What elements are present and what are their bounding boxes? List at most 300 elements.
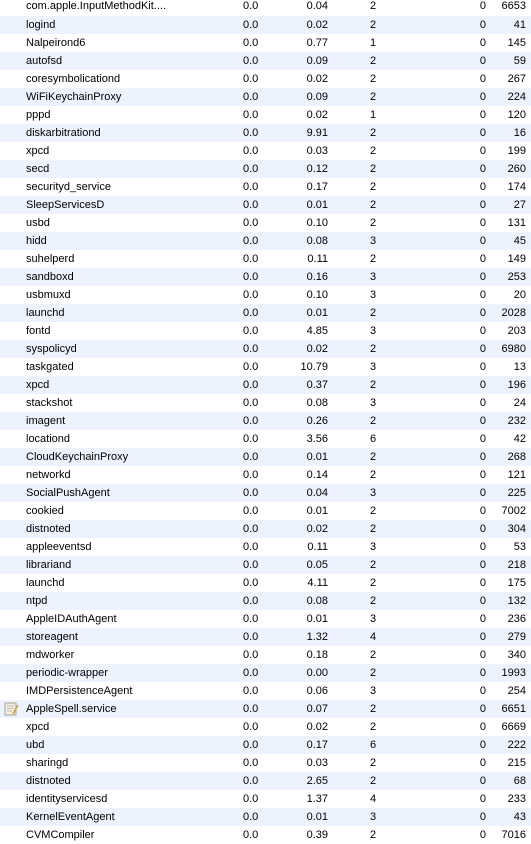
threads-count: 2	[369, 145, 377, 157]
process-icon-placeholder	[4, 412, 20, 430]
threads-count: 2	[369, 73, 377, 85]
cpu-time: 0.09	[306, 91, 328, 103]
process-name: launchd	[26, 307, 65, 319]
cpu-time: 0.01	[306, 613, 328, 625]
table-row[interactable]	[0, 646, 531, 664]
table-row[interactable]	[0, 16, 531, 34]
pid: 13	[513, 361, 526, 373]
idle-wake-ups: 0	[479, 0, 486, 12]
threads-count: 4	[369, 631, 377, 643]
idle-wake-ups: 0	[479, 667, 486, 679]
process-name: hidd	[26, 235, 47, 247]
cpu-percent: 0.0	[243, 595, 259, 607]
cpu-percent: 0.0	[243, 127, 259, 139]
idle-wake-ups: 0	[479, 721, 486, 733]
process-name: SocialPushAgent	[26, 487, 110, 499]
cpu-percent: 0.0	[243, 325, 259, 337]
pid: 6651	[501, 703, 526, 715]
process-icon-placeholder	[4, 790, 20, 808]
cpu-percent: 0.0	[243, 55, 259, 67]
table-row[interactable]	[0, 232, 531, 250]
table-row[interactable]	[0, 322, 531, 340]
process-name: xpcd	[26, 379, 50, 391]
pid: 340	[507, 649, 526, 661]
idle-wake-ups: 0	[479, 361, 486, 373]
cpu-time: 4.11	[307, 577, 328, 589]
process-name: KernelEventAgent	[26, 811, 115, 823]
cpu-percent: 0.0	[243, 793, 259, 805]
process-icon-placeholder	[4, 214, 20, 232]
cpu-time: 0.16	[306, 271, 328, 283]
process-name: fontd	[26, 325, 51, 337]
process-icon-placeholder	[4, 520, 20, 538]
table-row[interactable]	[0, 574, 531, 592]
pid: 6980	[501, 343, 526, 355]
idle-wake-ups: 0	[479, 793, 486, 805]
pid: 196	[507, 379, 526, 391]
process-icon-placeholder	[4, 466, 20, 484]
process-icon-placeholder	[4, 754, 20, 772]
process-icon-placeholder	[4, 430, 20, 448]
process-name: distnoted	[26, 523, 71, 535]
idle-wake-ups: 0	[479, 325, 486, 337]
threads-count: 2	[369, 253, 377, 265]
process-icon-placeholder	[4, 286, 20, 304]
pid: 120	[507, 109, 526, 121]
cpu-time: 1.32	[306, 631, 328, 643]
process-icon-placeholder	[4, 502, 20, 520]
idle-wake-ups: 0	[479, 811, 486, 823]
process-name: AppleIDAuthAgent	[26, 613, 117, 625]
threads-count: 3	[369, 613, 377, 625]
table-row[interactable]	[0, 142, 531, 160]
threads-count: 2	[369, 469, 377, 481]
threads-count: 2	[369, 217, 377, 229]
pid: 232	[507, 415, 526, 427]
table-row[interactable]	[0, 808, 531, 826]
pid: 59	[513, 55, 526, 67]
cpu-time: 0.01	[306, 307, 328, 319]
idle-wake-ups: 0	[479, 19, 486, 31]
table-row[interactable]	[0, 34, 531, 52]
table-row[interactable]	[0, 520, 531, 538]
applespell-app-icon	[4, 700, 20, 718]
table-row[interactable]	[0, 538, 531, 556]
cpu-time: 0.37	[306, 379, 328, 391]
cpu-percent: 0.0	[243, 487, 259, 499]
threads-count: 2	[369, 451, 377, 463]
process-name: appleeventsd	[26, 541, 92, 553]
idle-wake-ups: 0	[479, 91, 486, 103]
cpu-percent: 0.0	[243, 829, 259, 841]
cpu-time: 0.05	[306, 559, 328, 571]
table-row[interactable]	[0, 790, 531, 808]
table-row[interactable]	[0, 304, 531, 322]
process-icon-placeholder	[4, 826, 20, 844]
table-row[interactable]	[0, 124, 531, 142]
table-row[interactable]	[0, 214, 531, 232]
process-name: securityd_service	[26, 181, 111, 193]
pid: 27	[513, 199, 526, 211]
process-name: storeagent	[26, 631, 78, 643]
cpu-percent: 0.0	[243, 163, 259, 175]
cpu-percent: 0.0	[243, 415, 259, 427]
process-name: secd	[26, 163, 50, 175]
table-row[interactable]	[0, 250, 531, 268]
table-row[interactable]	[0, 700, 531, 718]
table-row[interactable]	[0, 88, 531, 106]
cpu-percent: 0.0	[243, 217, 259, 229]
pid: 236	[507, 613, 526, 625]
threads-count: 2	[369, 703, 377, 715]
process-icon-placeholder	[4, 394, 20, 412]
pid: 215	[507, 757, 526, 769]
idle-wake-ups: 0	[479, 433, 486, 445]
cpu-time: 0.07	[306, 703, 328, 715]
cpu-percent: 0.0	[243, 109, 259, 121]
process-name: autofsd	[26, 55, 63, 67]
table-row[interactable]	[0, 52, 531, 70]
threads-count: 3	[369, 361, 377, 373]
process-name: periodic-wrapper	[26, 667, 108, 679]
threads-count: 3	[369, 685, 377, 697]
table-row[interactable]	[0, 664, 531, 682]
cpu-time: 1.37	[306, 793, 328, 805]
table-row[interactable]	[0, 448, 531, 466]
pid: 2028	[501, 307, 526, 319]
table-row[interactable]	[0, 412, 531, 430]
process-icon-placeholder	[4, 34, 20, 52]
idle-wake-ups: 0	[479, 559, 486, 571]
pid: 6669	[501, 721, 526, 733]
idle-wake-ups: 0	[479, 253, 486, 265]
cpu-percent: 0.0	[243, 523, 259, 535]
table-row[interactable]	[0, 340, 531, 358]
cpu-time: 10.79	[300, 361, 328, 373]
table-row[interactable]	[0, 502, 531, 520]
cpu-time: 0.02	[306, 523, 328, 535]
table-row[interactable]	[0, 682, 531, 700]
threads-count: 2	[369, 649, 377, 661]
pid: 267	[507, 73, 526, 85]
process-icon-placeholder	[4, 160, 20, 178]
idle-wake-ups: 0	[479, 289, 486, 301]
idle-wake-ups: 0	[479, 181, 486, 193]
threads-count: 2	[369, 775, 377, 787]
process-icon-placeholder	[4, 484, 20, 502]
cpu-time: 0.00	[306, 667, 328, 679]
process-name: syspolicyd	[26, 343, 77, 355]
cpu-time: 0.11	[307, 253, 328, 265]
cpu-time: 0.02	[306, 721, 328, 733]
table-row[interactable]	[0, 394, 531, 412]
cpu-time: 0.14	[306, 469, 328, 481]
process-icon-placeholder	[4, 88, 20, 106]
process-name: CloudKeychainProxy	[26, 451, 129, 463]
table-row[interactable]	[0, 484, 531, 502]
cpu-percent: 0.0	[243, 289, 259, 301]
cpu-time: 0.26	[306, 415, 328, 427]
process-name: ubd	[26, 739, 45, 751]
cpu-percent: 0.0	[243, 181, 259, 193]
table-row[interactable]	[0, 754, 531, 772]
threads-count: 2	[369, 307, 377, 319]
process-name: WiFiKeychainProxy	[26, 91, 122, 103]
cpu-time: 0.03	[306, 757, 328, 769]
threads-count: 2	[369, 19, 377, 31]
cpu-percent: 0.0	[243, 613, 259, 625]
pid: 7016	[501, 829, 526, 841]
idle-wake-ups: 0	[479, 595, 486, 607]
threads-count: 3	[369, 271, 377, 283]
process-icon-placeholder	[4, 106, 20, 124]
process-icon-placeholder	[4, 322, 20, 340]
cpu-time: 0.12	[306, 163, 328, 175]
pid: 224	[507, 91, 526, 103]
idle-wake-ups: 0	[479, 73, 486, 85]
idle-wake-ups: 0	[479, 829, 486, 841]
process-name: ntpd	[26, 595, 48, 607]
pid: 174	[507, 181, 526, 193]
process-name: AppleSpell.service	[26, 703, 117, 715]
threads-count: 3	[369, 289, 377, 301]
cpu-time: 0.01	[306, 811, 328, 823]
cpu-time: 0.11	[307, 541, 328, 553]
cpu-percent: 0.0	[243, 631, 259, 643]
threads-count: 2	[369, 415, 377, 427]
pid: 6653	[501, 0, 526, 12]
idle-wake-ups: 0	[479, 685, 486, 697]
cpu-percent: 0.0	[243, 649, 259, 661]
process-name: cookied	[26, 505, 64, 517]
pid: 45	[513, 235, 526, 247]
process-icon-placeholder	[4, 268, 20, 286]
idle-wake-ups: 0	[479, 271, 486, 283]
cpu-percent: 0.0	[243, 199, 259, 211]
pid: 145	[507, 37, 526, 49]
cpu-time: 0.39	[306, 829, 328, 841]
table-row[interactable]	[0, 826, 531, 844]
pid: 279	[507, 631, 526, 643]
idle-wake-ups: 0	[479, 37, 486, 49]
cpu-percent: 0.0	[243, 775, 259, 787]
process-icon-placeholder	[4, 16, 20, 34]
cpu-time: 0.01	[306, 451, 328, 463]
threads-count: 2	[369, 595, 377, 607]
table-row[interactable]	[0, 610, 531, 628]
process-icon-placeholder	[4, 232, 20, 250]
pid: 199	[507, 145, 526, 157]
idle-wake-ups: 0	[479, 649, 486, 661]
process-icon-placeholder	[4, 556, 20, 574]
idle-wake-ups: 0	[479, 55, 486, 67]
idle-wake-ups: 0	[479, 757, 486, 769]
process-name: sharingd	[26, 757, 69, 769]
cpu-time: 0.09	[306, 55, 328, 67]
cpu-time: 0.10	[306, 289, 328, 301]
threads-count: 1	[369, 37, 377, 49]
process-icon-placeholder	[4, 376, 20, 394]
idle-wake-ups: 0	[479, 235, 486, 247]
cpu-percent: 0.0	[243, 73, 259, 85]
cpu-percent: 0.0	[243, 721, 259, 733]
table-row[interactable]	[0, 268, 531, 286]
process-name: pppd	[26, 109, 51, 121]
pid: 42	[513, 433, 526, 445]
cpu-time: 0.17	[306, 739, 328, 751]
cpu-percent: 0.0	[243, 235, 259, 247]
threads-count: 2	[369, 559, 377, 571]
pid: 254	[507, 685, 526, 697]
process-icon-placeholder	[4, 52, 20, 70]
threads-count: 2	[369, 199, 377, 211]
pid: 43	[513, 811, 526, 823]
table-row[interactable]	[0, 718, 531, 736]
cpu-time: 0.03	[306, 145, 328, 157]
cpu-percent: 0.0	[243, 757, 259, 769]
cpu-percent: 0.0	[243, 451, 259, 463]
table-row[interactable]	[0, 772, 531, 790]
cpu-time: 0.02	[306, 73, 328, 85]
idle-wake-ups: 0	[479, 145, 486, 157]
process-icon-placeholder	[4, 250, 20, 268]
process-name: sandboxd	[26, 271, 74, 283]
table-row[interactable]	[0, 358, 531, 376]
threads-count: 3	[369, 397, 377, 409]
process-icon-placeholder	[4, 304, 20, 322]
cpu-percent: 0.0	[243, 91, 259, 103]
table-row[interactable]	[0, 106, 531, 124]
table-row[interactable]	[0, 286, 531, 304]
table-row[interactable]	[0, 628, 531, 646]
cpu-time: 0.02	[306, 343, 328, 355]
process-name: logind	[26, 19, 56, 31]
cpu-percent: 0.0	[243, 379, 259, 391]
table-row[interactable]	[0, 178, 531, 196]
idle-wake-ups: 0	[479, 631, 486, 643]
table-row[interactable]	[0, 556, 531, 574]
idle-wake-ups: 0	[479, 451, 486, 463]
threads-count: 2	[369, 757, 377, 769]
process-name: locationd	[26, 433, 71, 445]
cpu-time: 2.65	[306, 775, 328, 787]
cpu-time: 9.91	[306, 127, 328, 139]
threads-count: 2	[369, 55, 377, 67]
idle-wake-ups: 0	[479, 487, 486, 499]
pid: 222	[507, 739, 526, 751]
threads-count: 2	[369, 379, 377, 391]
process-icon-placeholder	[4, 124, 20, 142]
table-row[interactable]	[0, 430, 531, 448]
cpu-percent: 0.0	[243, 433, 259, 445]
process-name: networkd	[26, 469, 71, 481]
idle-wake-ups: 0	[479, 127, 486, 139]
idle-wake-ups: 0	[479, 379, 486, 391]
idle-wake-ups: 0	[479, 613, 486, 625]
cpu-percent: 0.0	[243, 19, 259, 31]
threads-count: 3	[369, 325, 377, 337]
cpu-percent: 0.0	[243, 703, 259, 715]
pid: 225	[507, 487, 526, 499]
cpu-time: 0.02	[306, 109, 328, 121]
cpu-percent: 0.0	[243, 145, 259, 157]
process-icon-placeholder	[4, 808, 20, 826]
process-name: taskgated	[26, 361, 74, 373]
cpu-percent: 0.0	[243, 559, 259, 571]
pid: 253	[507, 271, 526, 283]
threads-count: 3	[369, 811, 377, 823]
idle-wake-ups: 0	[479, 109, 486, 121]
cpu-time: 0.01	[306, 199, 328, 211]
pid: 268	[507, 451, 526, 463]
table-row[interactable]	[0, 0, 531, 16]
cpu-time: 0.77	[306, 37, 328, 49]
table-row[interactable]	[0, 160, 531, 178]
process-name: distnoted	[26, 775, 71, 787]
table-row[interactable]	[0, 376, 531, 394]
process-icon-placeholder	[4, 538, 20, 556]
table-row[interactable]	[0, 70, 531, 88]
pid: 24	[513, 397, 526, 409]
process-name: stackshot	[26, 397, 73, 409]
process-icon-placeholder	[4, 178, 20, 196]
threads-count: 6	[369, 739, 377, 751]
idle-wake-ups: 0	[479, 775, 486, 787]
idle-wake-ups: 0	[479, 307, 486, 319]
table-row[interactable]	[0, 592, 531, 610]
process-name: mdworker	[26, 649, 75, 661]
table-row[interactable]	[0, 196, 531, 214]
process-icon-placeholder	[4, 70, 20, 88]
process-icon-placeholder	[4, 448, 20, 466]
cpu-time: 0.04	[306, 0, 328, 12]
pid: 1993	[501, 667, 526, 679]
threads-count: 2	[369, 505, 377, 517]
pid: 132	[507, 595, 526, 607]
process-name: coresymbolicationd	[26, 73, 121, 85]
threads-count: 2	[369, 91, 377, 103]
cpu-percent: 0.0	[243, 307, 259, 319]
process-icon-placeholder	[4, 718, 20, 736]
process-name: identityservicesd	[26, 793, 108, 805]
cpu-time: 0.01	[306, 505, 328, 517]
idle-wake-ups: 0	[479, 397, 486, 409]
cpu-time: 0.04	[306, 487, 328, 499]
threads-count: 2	[369, 343, 377, 355]
pid: 121	[507, 469, 526, 481]
process-icon-placeholder	[4, 646, 20, 664]
process-icon-placeholder	[4, 628, 20, 646]
idle-wake-ups: 0	[479, 469, 486, 481]
pid: 131	[507, 217, 526, 229]
threads-count: 2	[369, 577, 377, 589]
pid: 175	[507, 577, 526, 589]
cpu-percent: 0.0	[243, 361, 259, 373]
idle-wake-ups: 0	[479, 523, 486, 535]
cpu-time: 0.08	[306, 595, 328, 607]
process-icon-placeholder	[4, 664, 20, 682]
table-row[interactable]	[0, 466, 531, 484]
process-icon-placeholder	[4, 772, 20, 790]
table-row[interactable]	[0, 736, 531, 754]
idle-wake-ups: 0	[479, 577, 486, 589]
pid: 260	[507, 163, 526, 175]
process-name: usbmuxd	[26, 289, 71, 301]
threads-count: 2	[369, 163, 377, 175]
pid: 304	[507, 523, 526, 535]
process-name: IMDPersistenceAgent	[26, 685, 133, 697]
idle-wake-ups: 0	[479, 163, 486, 175]
